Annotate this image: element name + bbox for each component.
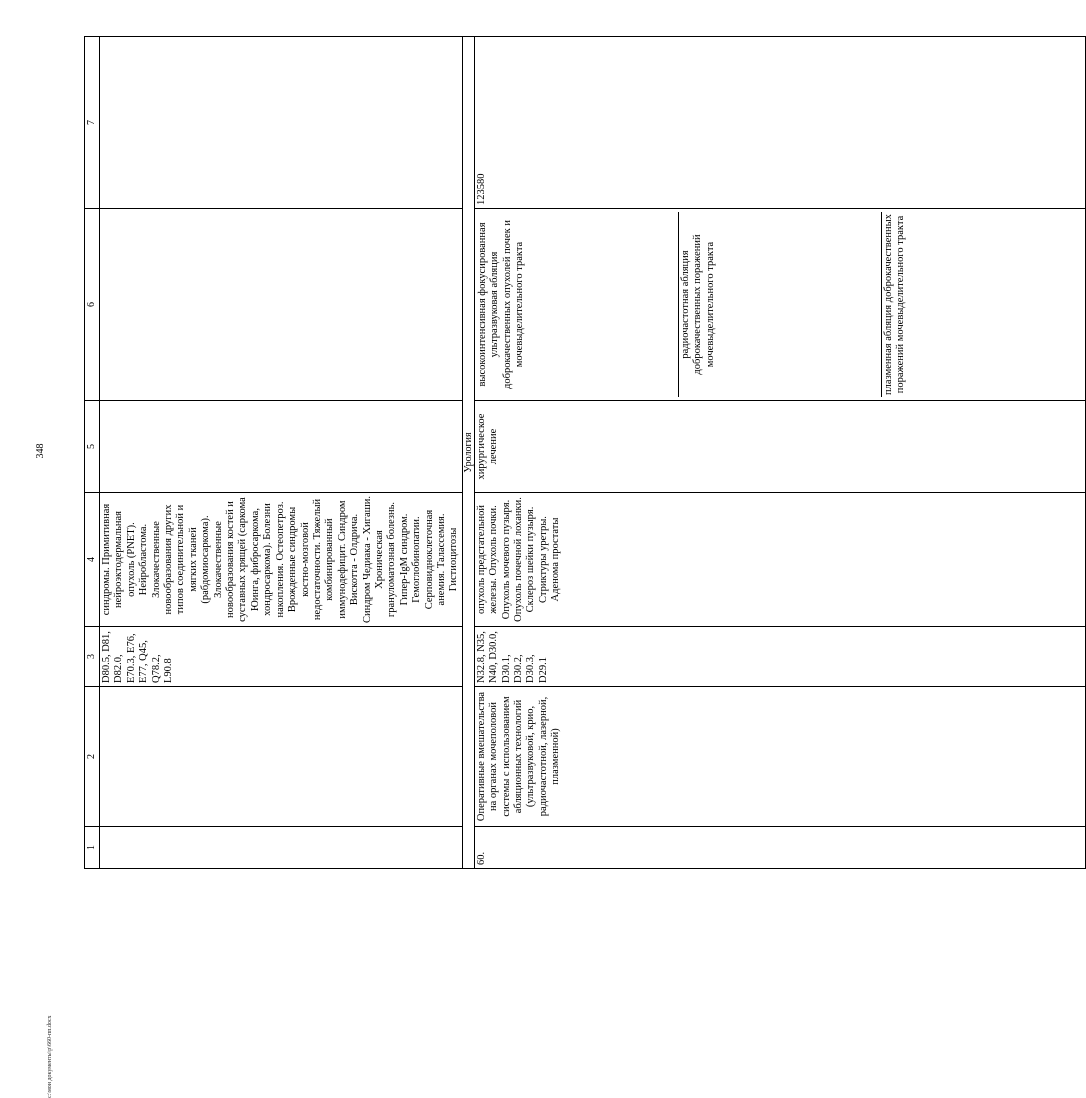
table-row — [474, 37, 1085, 869]
medical-care-table — [84, 36, 1086, 869]
column-number-4: 4 — [85, 493, 100, 627]
method-cell — [474, 209, 1085, 401]
name-cell: Оперативные вмешательства на органах мочеполовой системы с использованием абляционных технологий (ультразвуковой, крио, радиочастотной, лазерной, плазменной) — [474, 687, 1085, 827]
footer-file-path: c:\мои документы\p\660-пп.docx — [47, 1015, 53, 1098]
diagnosis-cell: опухоль предстательной железы. Опухоль почки. Опухоль мочевого пузыря. Опухоль почечной лоханки. Склероз шейки пузыря. Стриктуры уретры. Аденома простаты — [474, 493, 1085, 627]
method-item: плазменная абляция доброкачественных поражений мочевыделительного тракта — [882, 214, 907, 395]
diagnosis-cell: синдромы. Примитивная нейроэктодермальная опухоль (PNET). Нейробластома. Злокачественные новообразования других типов соединительной и мягких тканей (рабдомиосаркома). Злокачественные новообразования костей и суставных хрящей (саркома Юинга, фибросаркома, хондросаркома). Болезни накопления. Остеопетроз. Врожденные синдромы костно-мозговой недостаточности. Тяжелый комбинированный иммунодефицит. Синдром Вискотта - Олдрича. Синдром Чедиака - Хигаши. Хроническая грануломатозная болезнь. Гипер-IgM синдром. Гемоглобинопатии. Серповидноклеточная анемия. Талассемия. Гистиоцитозы — [100, 493, 463, 627]
page-number: 348 — [35, 443, 46, 459]
column-number-2: 2 — [85, 687, 100, 827]
cost-cell: 123580 — [474, 37, 1085, 209]
treatment-type-cell: хирургическое лечение — [474, 401, 1085, 493]
column-number-1: 1 — [85, 827, 100, 869]
method-item: высокоинтенсивная фокусированная ультразвуковая абляция доброкачественных опухолей почек и мочевыделительного тракта — [476, 212, 679, 397]
column-number-3: 3 — [85, 627, 100, 687]
column-number-5: 5 — [85, 401, 100, 493]
column-number-7: 7 — [85, 37, 100, 209]
row-number-cell: 60. — [474, 827, 1085, 869]
section-row — [462, 37, 474, 869]
row-number-cell — [100, 827, 463, 869]
name-cell — [100, 687, 463, 827]
method-item: радиочастотная абляция доброкачественных поражений мочевыделительного тракта — [678, 212, 881, 397]
cost-cell — [100, 37, 463, 209]
rotated-table-wrapper — [84, 37, 907, 869]
column-number-row — [85, 37, 100, 869]
methods-list — [476, 212, 1084, 397]
column-number-6: 6 — [85, 209, 100, 401]
icd-codes-cell: N32.8, N35, N40, D30.0, D30.1, D30.2, D30.3, D29.1 — [474, 627, 1085, 687]
icd-codes-cell: D80.5, D81, D82.0, E70.3, E76, E77, Q45, Q78.2, L90.8 — [100, 627, 463, 687]
section-title: Урология — [462, 37, 474, 869]
treatment-type-cell — [100, 401, 463, 493]
table-row — [100, 37, 463, 869]
method-cell — [100, 209, 463, 401]
